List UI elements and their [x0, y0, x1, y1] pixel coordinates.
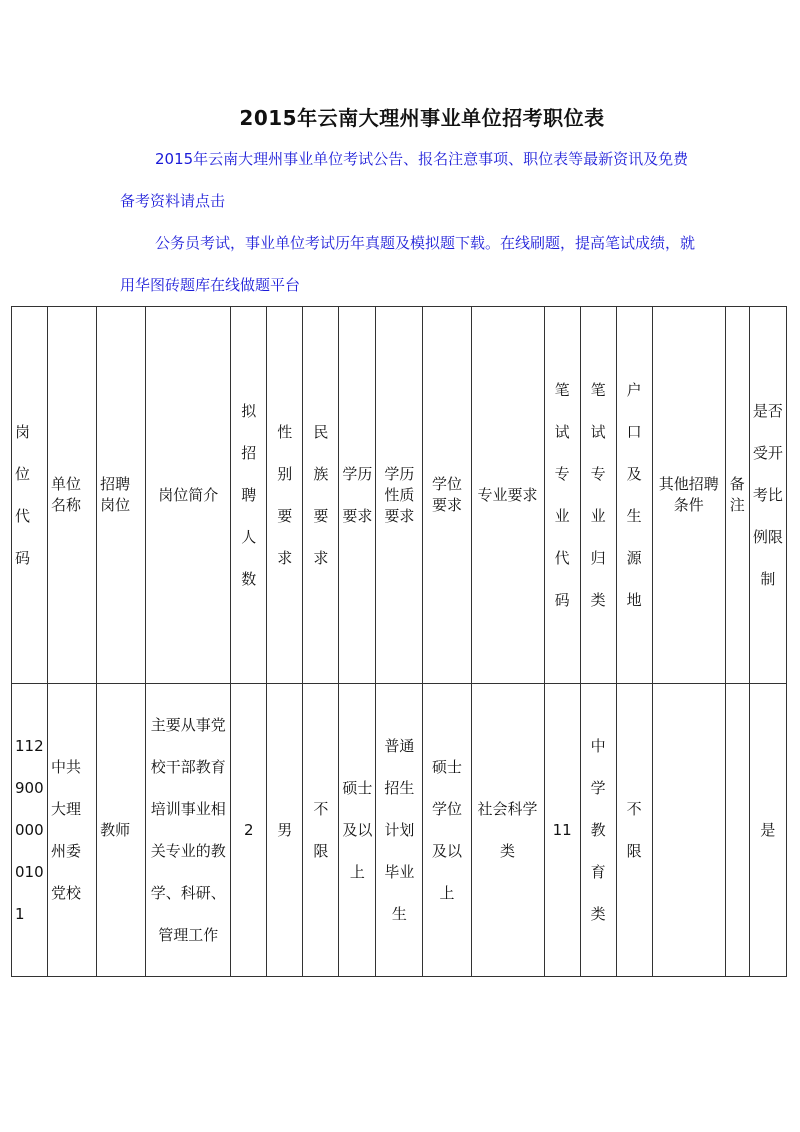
- hukou-cell: 不限: [616, 684, 652, 977]
- header-cell: 岗位代码: [12, 307, 48, 684]
- header-cell: 笔试专业代码: [544, 307, 580, 684]
- header-cell: 民族要求: [303, 307, 339, 684]
- ethnicity-cell: 不限: [303, 684, 339, 977]
- gender-cell: 男: [267, 684, 303, 977]
- announcement-link[interactable]: 2015年云南大理州事业单位考试公告、报名注意事项、职位表等最新资讯及免费备考资料请点击: [120, 150, 689, 210]
- table-header-row: [12, 307, 787, 684]
- header-cell: 专业要求: [471, 307, 544, 684]
- intro-cell: 主要从事党校干部教育培训事业相关专业的教学、科研、管理工作: [146, 684, 231, 977]
- header-cell: 单位名称: [48, 307, 97, 684]
- question-bank-link[interactable]: 公务员考试，事业单位考试历年真题及模拟题下载。在线刷题，提高笔试成绩，就用华图砖题库在线做题平台: [120, 234, 696, 294]
- header-cell: 其他招聘条件: [652, 307, 725, 684]
- count-cell: 2: [231, 684, 267, 977]
- remark-cell: [725, 684, 749, 977]
- header-cell: 岗位简介: [146, 307, 231, 684]
- position-cell: 教师: [97, 684, 146, 977]
- header-cell: 笔试专业归类: [580, 307, 616, 684]
- header-cell: 学位要求: [423, 307, 471, 684]
- edu-type-cell: 普通招生计划毕业生: [376, 684, 423, 977]
- question-bank-link-paragraph: [120, 222, 700, 306]
- header-cell: 学历要求: [339, 307, 376, 684]
- header-cell: 学历性质要求: [376, 307, 423, 684]
- code-cell: 1129000000101: [12, 684, 48, 977]
- education-cell: 硕士及以上: [339, 684, 376, 977]
- major-cell: 社会科学类: [471, 684, 544, 977]
- announcement-link-paragraph: [120, 138, 700, 222]
- exam-category-cell: 中学教育类: [580, 684, 616, 977]
- exam-code-cell: 11: [544, 684, 580, 977]
- table-row: [12, 684, 787, 977]
- header-cell: 备注: [725, 307, 749, 684]
- header-cell: 是否受开考比例限制: [749, 307, 786, 684]
- header-cell: 户口及生源地: [616, 307, 652, 684]
- header-cell: 性别要求: [267, 307, 303, 684]
- header-cell: 拟招聘人数: [231, 307, 267, 684]
- unit-cell: 中共大理州委党校: [48, 684, 97, 977]
- header-cell: 招聘岗位: [97, 307, 146, 684]
- degree-cell: 硕士学位及以上: [423, 684, 471, 977]
- job-table: [11, 306, 787, 977]
- ratio-limit-cell: 是: [749, 684, 786, 977]
- other-conditions-cell: [652, 684, 725, 977]
- page-title: 2015年云南大理州事业单位招考职位表: [239, 106, 605, 130]
